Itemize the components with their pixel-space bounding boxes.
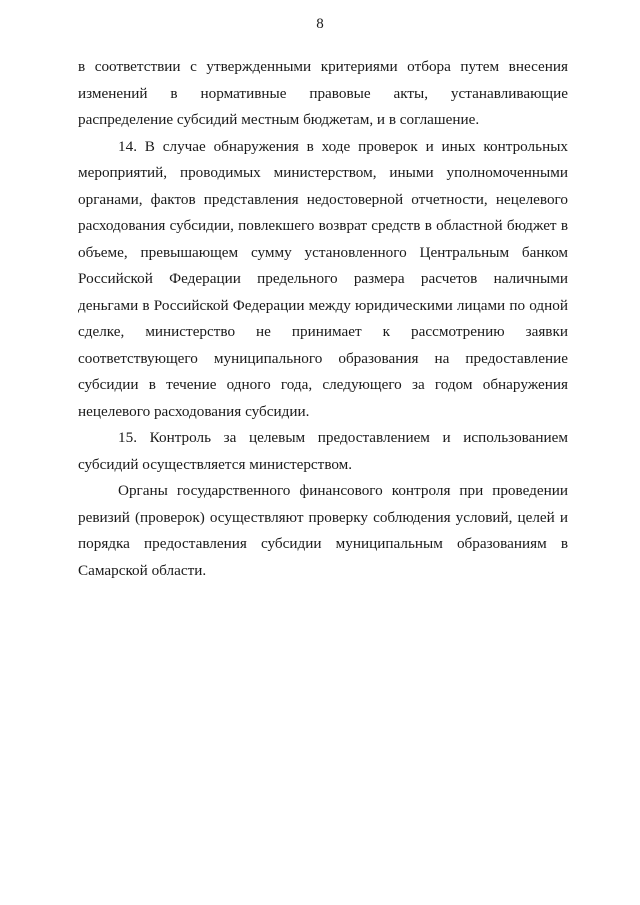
page-number: 8 xyxy=(316,16,324,32)
paragraph-item-14: 14. В случае обнаружения в ходе проверок и иных контрольных мероприятий, проводимых министерством, иными уполномоченными органами, фактов представления недостоверной отчетности, нецелевого расходования субсидии, повлекшего возврат средств в областной бюджет в объеме, превышающем сумму установленного Центральным банком Российской Федерации предельного размера расчетов наличными деньгами в Российской Федерации между юридическими лицами по одной сделке, министерство не принимает к рассмотрению заявки соответствующего муниципального образования на предоставление субсидии в течение одного года, следующего за годом обнаружения нецелевого расходования субсидии. xyxy=(78,137,568,420)
paragraph-financial-control: Органы государственного финансового контроля при проведении ревизий (проверок) осуществляют проверку соблюдения условий, целей и порядка предоставления субсидии муниципальным образованиям в Самарской области. xyxy=(78,482,568,579)
document-body xyxy=(78,54,568,584)
paragraph-continuation: в соответствии с утвержденными критериями отбора путем внесения изменений в нормативные правовые акты, устанавливающие распределение субсидий местным бюджетам, и в соглашение. xyxy=(78,58,568,128)
paragraph-item-15: 15. Контроль за целевым предоставлением и использованием субсидий осуществляется министерством. xyxy=(78,429,568,473)
